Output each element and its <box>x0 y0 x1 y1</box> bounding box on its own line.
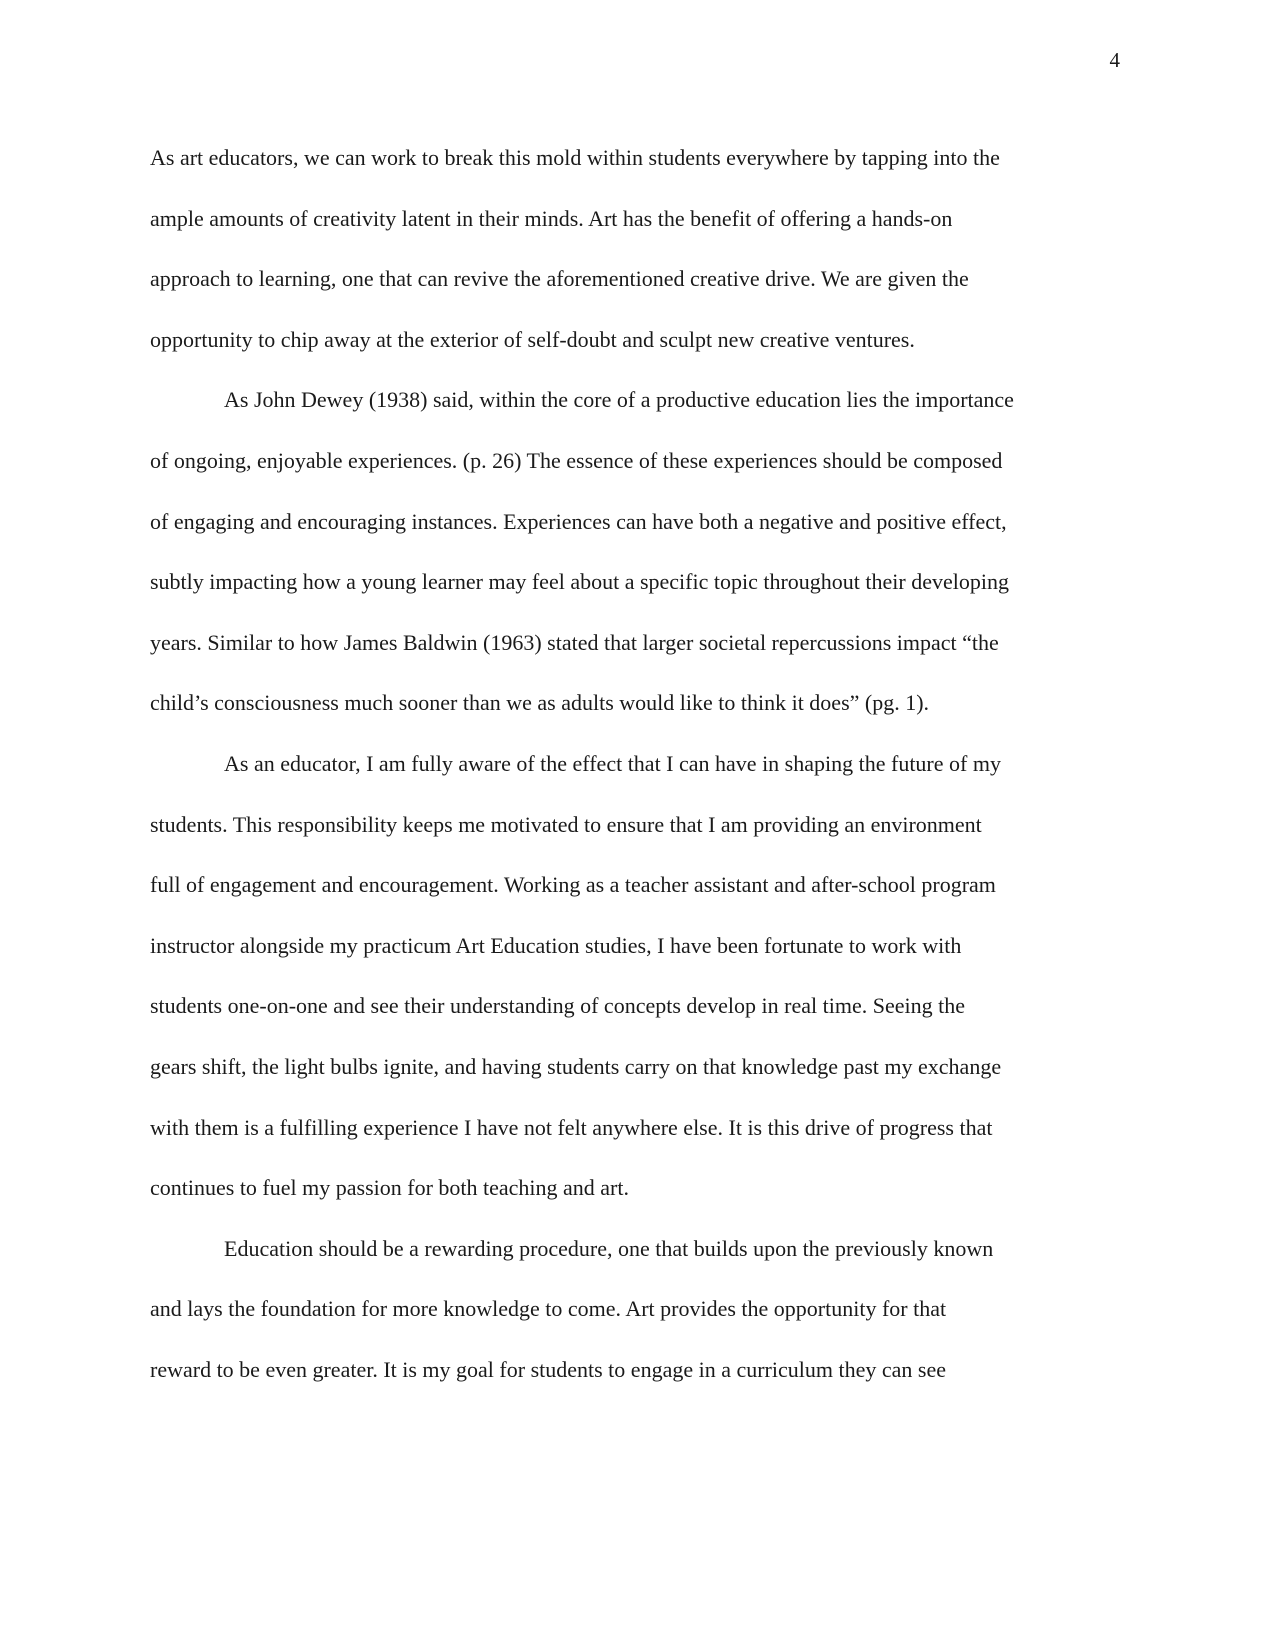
text-line: with them is a fulfilling experience I have not felt anywhere else. It is this drive of progress that <box>150 1114 993 1140</box>
text-line: reward to be even greater. It is my goal for students to engage in a curriculum they can see <box>150 1356 946 1382</box>
paragraph-2 <box>150 385 1125 749</box>
text-line: students. This responsibility keeps me motivated to ensure that I am providing an environment <box>150 811 982 837</box>
text-line: Education should be a rewarding procedure, one that builds upon the previously known <box>224 1235 994 1261</box>
text-line: ample amounts of creativity latent in their minds. Art has the benefit of offering a hands-on <box>150 205 953 231</box>
body-text <box>150 143 1125 1415</box>
text-line: approach to learning, one that can revive the aforementioned creative drive. We are given the <box>150 266 969 292</box>
text-line: child’s consciousness much sooner than we as adults would like to think it does” (pg. 1). <box>150 690 930 716</box>
text-line: years. Similar to how James Baldwin (1963) stated that larger societal repercussions impact “the <box>150 629 999 655</box>
text-line: As an educator, I am fully aware of the effect that I can have in shaping the future of my <box>224 750 1001 776</box>
text-line: full of engagement and encouragement. Working as a teacher assistant and after-school program <box>150 872 996 898</box>
page-number: 4 <box>1109 48 1120 72</box>
paragraph-4 <box>150 1234 1125 1416</box>
text-line: opportunity to chip away at the exterior of self-doubt and sculpt new creative ventures. <box>150 326 915 352</box>
text-line: As art educators, we can work to break this mold within students everywhere by tapping into the <box>150 145 1000 170</box>
text-line: gears shift, the light bulbs ignite, and having students carry on that knowledge past my exchange <box>150 1053 1002 1079</box>
text-line: instructor alongside my practicum Art Education studies, I have been fortunate to work with <box>150 932 962 958</box>
text-line: of ongoing, enjoyable experiences. (p. 26) The essence of these experiences should be composed <box>150 447 1003 473</box>
text-line: of engaging and encouraging instances. Experiences can have both a negative and positive effect, <box>150 508 1007 534</box>
text-line: subtly impacting how a young learner may feel about a specific topic throughout their developing <box>150 569 1009 595</box>
text-line: and lays the foundation for more knowledge to come. Art provides the opportunity for that <box>150 1296 947 1322</box>
text-line: continues to fuel my passion for both teaching and art. <box>150 1175 629 1201</box>
paragraph-3 <box>150 749 1125 1234</box>
text-line: As John Dewey (1938) said, within the core of a productive education lies the importance <box>224 387 1014 413</box>
paragraph-1 <box>150 143 1125 385</box>
text-line: students one-on-one and see their understanding of concepts develop in real time. Seeing the <box>150 993 965 1019</box>
